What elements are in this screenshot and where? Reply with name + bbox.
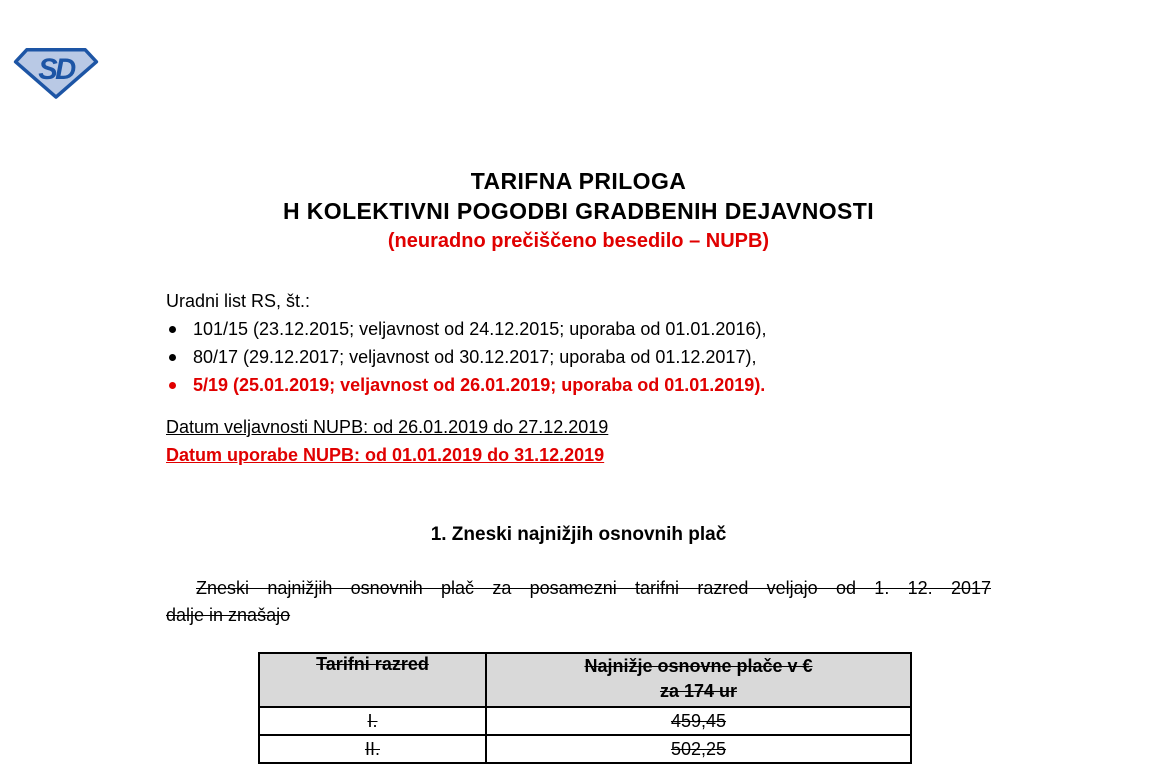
tariff-class-cell [259, 707, 486, 735]
bullet-icon [169, 382, 176, 389]
validity-block [166, 413, 991, 469]
tariff-class-cell [259, 735, 486, 763]
bullet-icon [169, 354, 176, 361]
gazette-item-text: 101/15 (23.12.2015; veljavnost od 24.12.2015; uporaba od 01.01.2016), [193, 319, 767, 339]
bullet-icon [169, 326, 176, 333]
usage-date-line [166, 441, 991, 469]
document-title-line1: TARIFNA PRILOGA [470, 168, 687, 194]
section-1-heading: 1. Zneski najnižjih osnovnih plač [430, 524, 727, 545]
cell-text: 502,25 [670, 738, 727, 759]
base-pay-cell [486, 707, 911, 735]
header-text: Najnižje osnovne plače v € [584, 656, 813, 676]
header-text: za 174 ur [659, 681, 738, 701]
header-tariff-class [259, 653, 486, 707]
gazette-list-item [166, 343, 991, 371]
header-base-pay [486, 653, 911, 707]
section-1-paragraph [166, 575, 991, 629]
gazette-item-text: 5/19 (25.01.2019; veljavnost od 26.01.2019; uporaba od 01.01.2019). [193, 375, 766, 395]
document-subtitle: (neuradno prečiščeno besedilo – NUPB) [387, 230, 770, 252]
header-text: Tarifni razred [316, 654, 429, 674]
paragraph-line-1 [166, 575, 991, 602]
gazette-list-item [166, 315, 991, 343]
gazette-item-text: 80/17 (29.12.2017; veljavnost od 30.12.2017; uporaba od 01.12.2017), [193, 347, 757, 367]
base-pay-cell [486, 735, 911, 763]
validity-date-text: Datum veljavnosti NUPB: od 26.01.2019 do 27.12.2019 [166, 417, 609, 437]
sd-diamond-logo [13, 46, 99, 100]
gazette-list-item-highlighted [166, 371, 991, 399]
struck-text: Zneski najnižjih osnovnih plač za posamezni tarifni razred veljajo od 1. 12. 2017 [196, 578, 991, 598]
paragraph-line-2 [166, 602, 991, 629]
usage-date-text: Datum uporabe NUPB: od 01.01.2019 do 31.12.2019 [166, 445, 605, 465]
validity-date-line [166, 413, 991, 441]
table-row [259, 707, 911, 735]
table-header-row [259, 653, 911, 707]
cell-text: I. [367, 710, 378, 731]
document-title-line2: H KOLEKTIVNI POGODBI GRADBENIH DEJAVNOSTI [282, 198, 875, 224]
struck-text: dalje in znašajo [166, 605, 291, 625]
document-content [166, 0, 991, 764]
table-row [259, 735, 911, 763]
official-gazette-intro: Uradni list RS, št.: [166, 291, 311, 311]
tariff-class-table [258, 652, 912, 764]
logo-letters: SD [38, 54, 74, 87]
cell-text: 459,45 [670, 710, 727, 731]
cell-text: II. [364, 738, 380, 759]
